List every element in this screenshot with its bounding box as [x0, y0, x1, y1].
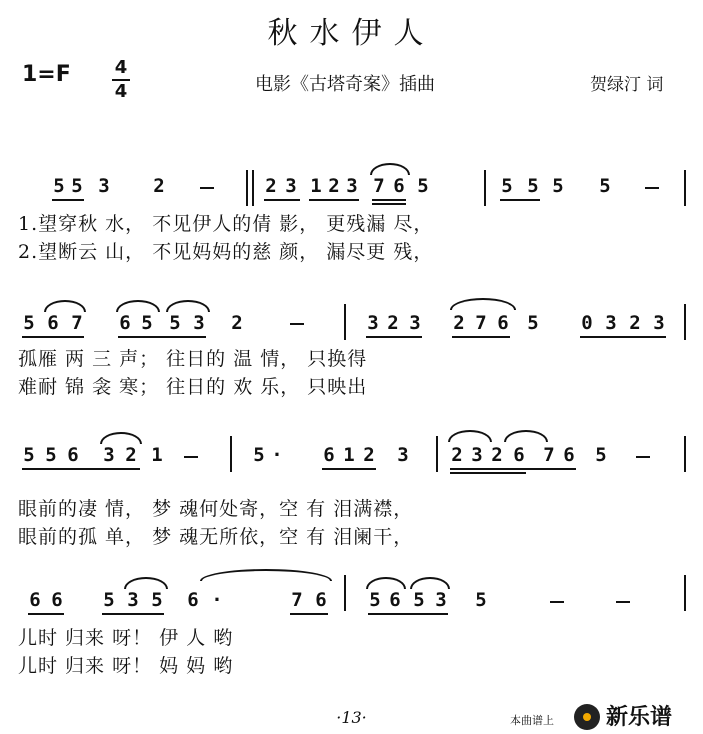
note: 5	[413, 589, 425, 611]
note: 3	[605, 312, 617, 334]
note: 6	[315, 589, 327, 611]
note: 1	[343, 444, 355, 466]
note: 3	[127, 589, 139, 611]
note: 5	[552, 175, 564, 197]
note: ·	[271, 444, 283, 466]
slur	[410, 577, 450, 589]
note: 7	[291, 589, 303, 611]
slur	[116, 300, 160, 312]
slur	[504, 430, 548, 442]
note: 5	[369, 589, 381, 611]
note: 6	[389, 589, 401, 611]
note: 7	[543, 444, 555, 466]
note: 3	[653, 312, 665, 334]
lyric-line-1: 孤雁 两 三 声； 往日的 温 情， 只换得	[18, 348, 368, 370]
underline	[450, 472, 526, 474]
record-logo-icon	[574, 704, 600, 730]
note: 5	[71, 175, 83, 197]
page-number: ·13·	[336, 708, 367, 727]
barline	[344, 575, 346, 611]
note: 6	[187, 589, 199, 611]
barline	[344, 304, 346, 340]
underline	[309, 199, 359, 201]
time-signature	[112, 58, 130, 102]
note: 2	[328, 175, 340, 197]
note: 6	[119, 312, 131, 334]
score-row-2	[0, 290, 703, 430]
key-signature: 1=F	[22, 62, 71, 87]
subtitle: 电影《古塔奇案》插曲	[255, 74, 435, 95]
note: 6	[323, 444, 335, 466]
note: 6	[29, 589, 41, 611]
slur	[450, 298, 516, 310]
dash	[290, 323, 304, 325]
lyric-line-1: 儿时 归来 呀！ 伊 人 哟	[18, 627, 234, 649]
note: 7	[373, 175, 385, 197]
note: 2	[125, 444, 137, 466]
dash	[616, 601, 630, 603]
barline	[230, 436, 232, 472]
dash	[200, 187, 214, 189]
barline	[684, 436, 686, 472]
note: 2	[265, 175, 277, 197]
note: 3	[367, 312, 379, 334]
underline	[118, 336, 206, 338]
song-title: 秋水伊人	[267, 16, 436, 51]
note: 6	[563, 444, 575, 466]
underline	[22, 468, 140, 470]
note: ·	[211, 589, 223, 611]
lyric-line-1: 眼前的凄 情， 梦 魂何处寄，空 有 泪满襟，	[18, 498, 414, 520]
barline	[684, 170, 686, 206]
note: 5	[475, 589, 487, 611]
note: 5	[599, 175, 611, 197]
note: 7	[71, 312, 83, 334]
note: 3	[285, 175, 297, 197]
dash	[645, 187, 659, 189]
slur	[448, 430, 492, 442]
underline	[22, 336, 84, 338]
barline	[684, 304, 686, 340]
time-signature-top: 4	[114, 57, 128, 78]
note: 3	[435, 589, 447, 611]
slur	[370, 163, 410, 175]
note: 6	[393, 175, 405, 197]
dash	[184, 456, 198, 458]
note: 6	[67, 444, 79, 466]
barline	[252, 170, 254, 206]
underline	[322, 468, 376, 470]
underline	[372, 203, 406, 205]
underline	[102, 613, 164, 615]
note: 6	[497, 312, 509, 334]
slur	[100, 432, 142, 444]
barline	[246, 170, 248, 206]
note: 2	[453, 312, 465, 334]
lyric-line-1: 1.望穿秋 水， 不见伊人的倩 影， 更残漏 尽，	[18, 213, 434, 235]
underline	[450, 468, 576, 470]
underline	[28, 613, 64, 615]
note: 2	[231, 312, 243, 334]
slur	[200, 569, 332, 581]
note: 6	[513, 444, 525, 466]
score-row-3	[0, 420, 703, 560]
underline	[52, 199, 84, 201]
note: 5	[141, 312, 153, 334]
slur	[124, 577, 168, 589]
slur	[44, 300, 86, 312]
barline	[436, 436, 438, 472]
note: 3	[193, 312, 205, 334]
note: 5	[53, 175, 65, 197]
note: 0	[581, 312, 593, 334]
underline	[366, 336, 422, 338]
note: 2	[153, 175, 165, 197]
note: 3	[346, 175, 358, 197]
note: 5	[45, 444, 57, 466]
note: 5	[595, 444, 607, 466]
note: 2	[629, 312, 641, 334]
note: 5	[151, 589, 163, 611]
note: 5	[103, 589, 115, 611]
note: 6	[51, 589, 63, 611]
underline	[368, 613, 448, 615]
lyric-line-2: 难耐 锦 衾 寒； 往日的 欢 乐， 只映出	[18, 376, 368, 398]
watermark-prefix: 本曲谱上	[510, 714, 554, 727]
note: 3	[409, 312, 421, 334]
lyric-line-2: 2.望断云 山， 不见妈妈的慈 颜， 漏尽更 残，	[18, 241, 434, 263]
note: 7	[475, 312, 487, 334]
underline	[580, 336, 666, 338]
underline	[264, 199, 300, 201]
note: 5	[23, 312, 35, 334]
lyric-line-2: 儿时 归来 呀！ 妈 妈 哟	[18, 655, 234, 677]
note: 5	[253, 444, 265, 466]
note: 5	[169, 312, 181, 334]
lyric-line-2: 眼前的孤 单， 梦 魂无所依，空 有 泪阑干，	[18, 526, 414, 548]
barline	[484, 170, 486, 206]
note: 6	[47, 312, 59, 334]
underline	[500, 199, 540, 201]
note: 3	[471, 444, 483, 466]
watermark-brand: 新乐谱	[606, 705, 673, 730]
note: 5	[501, 175, 513, 197]
slur	[366, 577, 406, 589]
note: 3	[397, 444, 409, 466]
note: 5	[417, 175, 429, 197]
time-signature-bottom: 4	[114, 81, 128, 102]
lyricist: 贺绿汀 词	[590, 75, 664, 95]
note: 3	[98, 175, 110, 197]
underline	[452, 336, 510, 338]
note: 3	[103, 444, 115, 466]
note: 5	[527, 175, 539, 197]
underline	[290, 613, 328, 615]
slur	[166, 300, 210, 312]
note: 5	[23, 444, 35, 466]
note: 5	[527, 312, 539, 334]
barline	[684, 575, 686, 611]
dash	[636, 456, 650, 458]
score-row-1	[0, 165, 703, 305]
score-row-4	[0, 565, 703, 705]
note: 2	[491, 444, 503, 466]
underline	[372, 199, 406, 201]
note: 2	[363, 444, 375, 466]
note: 1	[310, 175, 322, 197]
note: 1	[151, 444, 163, 466]
dash	[550, 601, 564, 603]
note: 2	[451, 444, 463, 466]
note: 2	[387, 312, 399, 334]
